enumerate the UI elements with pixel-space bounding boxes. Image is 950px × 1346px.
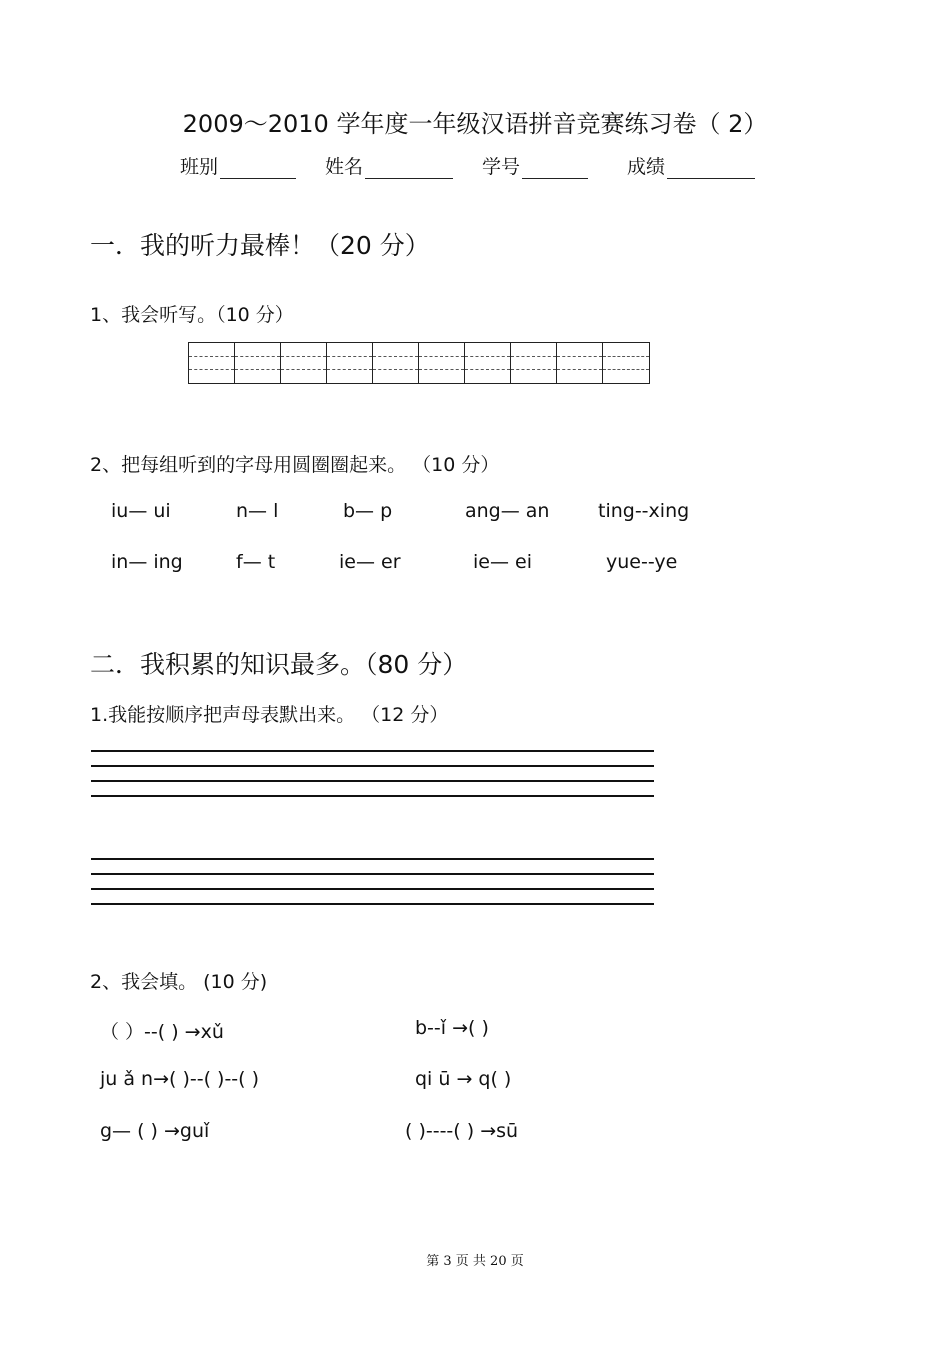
letter-pair[interactable]: ting--xing [598,500,690,522]
section1-question1: 1、我会听写。（10 分） [90,304,294,326]
class-label: 班别 [180,156,219,178]
fill-item[interactable]: g— ( ) →guǐ [100,1120,210,1142]
writing-cell[interactable] [465,343,511,383]
writing-cell[interactable] [603,343,649,383]
fill-item[interactable]: qi ū → q( ) [415,1068,512,1090]
name-blank[interactable] [365,158,453,179]
score-field [627,152,755,179]
score-label: 成绩 [627,156,666,178]
class-blank[interactable] [220,158,296,179]
letter-pair[interactable]: in— ing [111,551,183,573]
writing-cell[interactable] [419,343,465,383]
section2-question1: 1.我能按顺序把声母表默出来。 （12 分） [90,704,449,726]
section2-question2: 2、我会填。 (10 分) [90,971,268,993]
writing-line[interactable] [91,888,654,890]
writing-cell[interactable] [189,343,235,383]
writing-line[interactable] [91,765,654,767]
letter-pair[interactable]: n— l [236,500,279,522]
letter-pair[interactable]: f— t [236,551,276,573]
writing-cell[interactable] [557,343,603,383]
writing-cell[interactable] [281,343,327,383]
letter-pair[interactable]: ie— ei [473,551,532,573]
number-blank[interactable] [522,158,588,179]
writing-grid [188,342,650,384]
writing-line[interactable] [91,795,654,797]
writing-cell[interactable] [327,343,373,383]
letter-pair[interactable]: yue--ye [606,551,678,573]
writing-line[interactable] [91,780,654,782]
page-footer: 第 3 页 共 20 页 [426,1254,524,1269]
section2-heading: 二．我积累的知识最多。（80 分） [90,650,468,679]
letter-pair[interactable]: ang— an [465,500,550,522]
letter-pair[interactable]: iu— ui [111,500,171,522]
fill-item[interactable]: b--ǐ →( ) [415,1017,489,1039]
name-field [325,152,453,179]
writing-cell[interactable] [373,343,419,383]
fill-item[interactable]: ( )----( ) →sū [405,1120,519,1142]
writing-line[interactable] [91,750,654,752]
name-label: 姓名 [325,156,364,178]
writing-line[interactable] [91,858,654,860]
fill-item[interactable]: ju ǎ n→( )--( )--( ) [100,1068,260,1090]
writing-cell[interactable] [235,343,281,383]
section1-heading: 一．我的听力最棒！（20 分） [90,231,430,260]
class-field [180,152,296,179]
number-field [482,152,588,179]
writing-line[interactable] [91,873,654,875]
letter-pair[interactable]: b— p [343,500,393,522]
writing-cell[interactable] [511,343,557,383]
letter-pair[interactable]: ie— er [339,551,401,573]
fill-item[interactable]: （ ）--( ) →xǔ [100,1021,224,1043]
page-title: 2009～2010 学年度一年级汉语拼音竞赛练习卷（ 2） [182,110,768,138]
writing-line[interactable] [91,903,654,905]
number-label: 学号 [482,156,521,178]
score-blank[interactable] [667,158,755,179]
section1-question2: 2、把每组听到的字母用圆圈圈起来。 （10 分） [90,454,500,476]
